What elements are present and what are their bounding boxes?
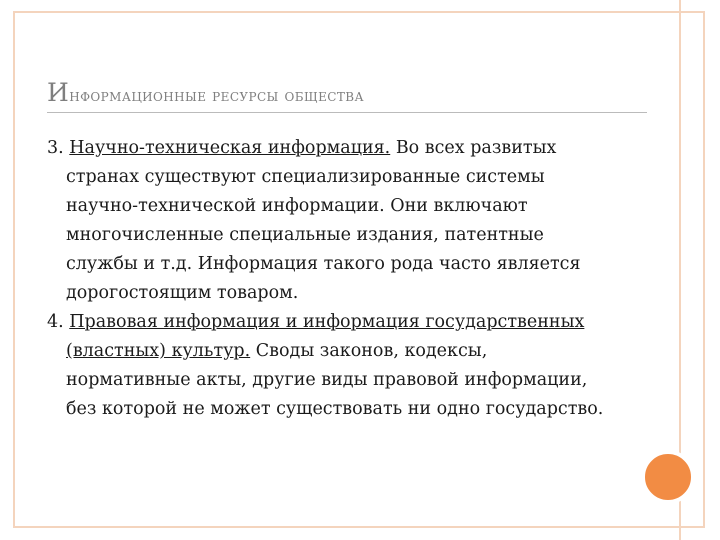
- item-text: Во всех развитых странах существуют специализированные системы научно-технической информации. Они включают многочисленные специальные издания, патентные службы и т.д. Информация такого рода часто является дорогостоящим товаром.: [66, 138, 581, 303]
- item-heading: Научно-техническая информация.: [69, 138, 391, 158]
- decorative-circle: [641, 450, 695, 504]
- item-text: Своды законов, кодексы, нормативные акты, другие виды правовой информации, без которой не может существовать ни одно государство.: [66, 341, 604, 419]
- title-underline: [47, 112, 647, 113]
- item-number: 3.: [47, 138, 64, 158]
- item-heading: Правовая информация и информация государственных (властных) культур.: [66, 312, 585, 361]
- title-rest: нформационные ресурсы общества: [69, 86, 364, 106]
- item-number: 4.: [47, 312, 64, 332]
- slide-body: [47, 134, 607, 424]
- title-first-letter: И: [47, 78, 70, 107]
- list-item: [47, 134, 607, 308]
- list-item: [47, 308, 607, 424]
- slide-title: [47, 78, 667, 107]
